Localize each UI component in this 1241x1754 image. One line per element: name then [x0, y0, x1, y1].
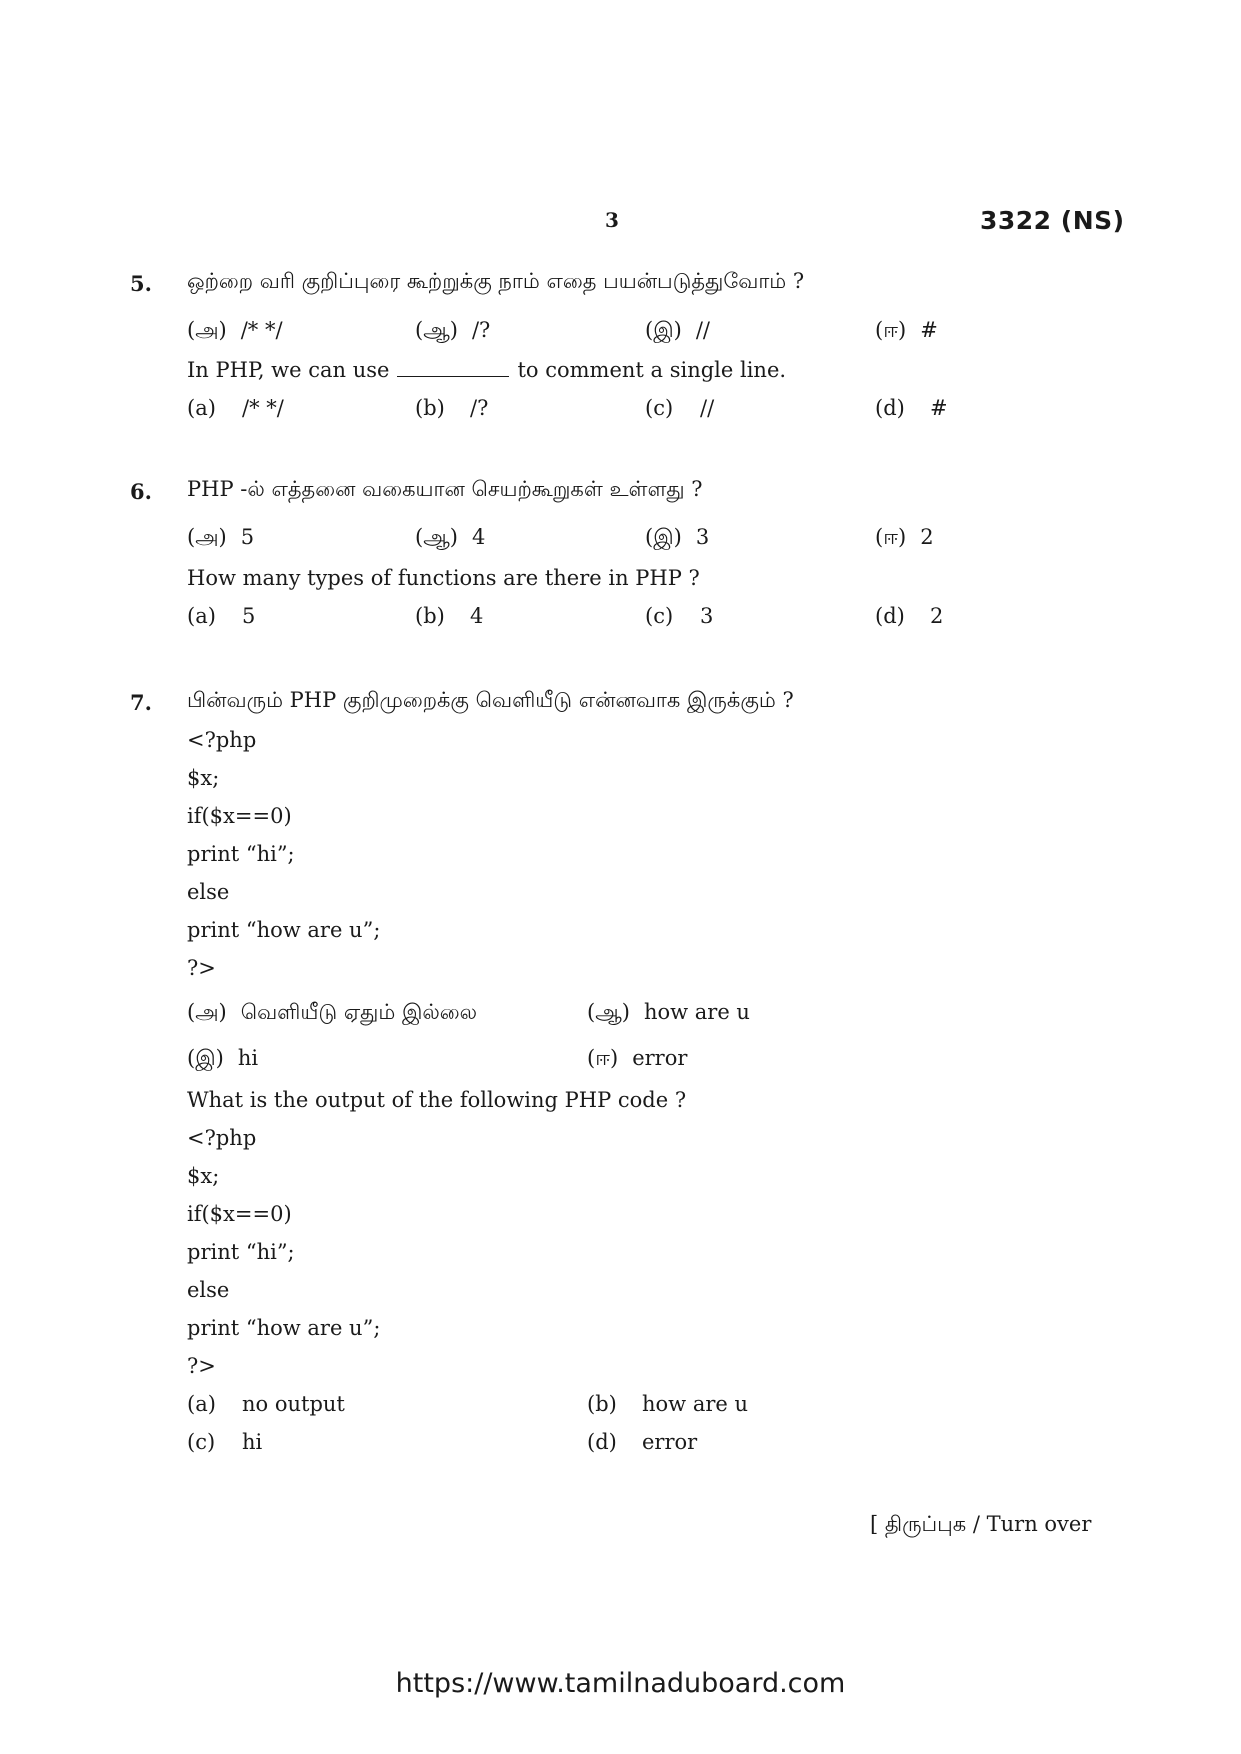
q7-tamil-option-1: (அ) வெளியீடு ஏதும் இல்லை — [187, 1000, 478, 1024]
code-line: $x; — [187, 1164, 220, 1188]
q6-english-option-c: (c) 3 — [645, 604, 714, 628]
q5-tamil-option-2: (ஆ) /? — [415, 318, 491, 342]
question-6-number: 6. — [130, 479, 152, 504]
q5-english-option-a: (a) /* */ — [187, 396, 284, 420]
code-line: <?php — [187, 728, 257, 752]
code-line: else — [187, 880, 230, 904]
code-line: $x; — [187, 766, 220, 790]
q5-tamil-option-1: (அ) /* */ — [187, 318, 283, 342]
q6-english-option-b: (b) 4 — [415, 604, 484, 628]
q6-tamil-option-1: (அ) 5 — [187, 525, 255, 549]
code-line: ?> — [187, 1354, 216, 1378]
q5-english-option-b: (b) /? — [415, 396, 489, 420]
q7-tamil-option-3: (இ) hi — [187, 1046, 259, 1070]
q6-english-option-d: (d) 2 — [875, 604, 944, 628]
code-line: ?> — [187, 956, 216, 980]
q5-tamil-option-4: (ஈ) # — [875, 318, 938, 342]
answer-blank — [397, 358, 509, 377]
q7-english-option-d: (d) error — [587, 1430, 698, 1454]
code-line: print “how are u”; — [187, 1316, 381, 1340]
footer-url[interactable]: https://www.tamilnaduboard.com — [395, 1668, 846, 1699]
q6-tamil-option-4: (ஈ) 2 — [875, 525, 934, 549]
question-6-english: How many types of functions are there in PHP ? — [187, 566, 700, 590]
code-line: print “how are u”; — [187, 918, 381, 942]
q6-english-option-a: (a) 5 — [187, 604, 256, 628]
code-line: if($x==0) — [187, 804, 292, 828]
q5-english-option-c: (c) // — [645, 396, 715, 420]
code-line: print “hi”; — [187, 1240, 295, 1264]
q7-tamil-option-2: (ஆ) how are u — [587, 1000, 750, 1024]
q5-english-option-d: (d) # — [875, 396, 948, 420]
question-6-tamil: PHP -ல் எத்தனை வகையான செயற்கூறுகள் உள்ளது ? — [187, 477, 703, 501]
page-number: 3 — [605, 208, 619, 232]
q7-english-option-b: (b) how are u — [587, 1392, 749, 1416]
question-7-tamil: பின்வரும் PHP குறிமுறைக்கு வெளியீடு என்னவாக இருக்கும் ? — [187, 688, 794, 712]
code-line: else — [187, 1278, 230, 1302]
question-7-english: What is the output of the following PHP code ? — [187, 1088, 687, 1112]
paper-code: 3322 (NS) — [980, 206, 1125, 235]
question-5-english: In PHP, we can use to comment a single line. — [187, 358, 787, 382]
code-line: print “hi”; — [187, 842, 295, 866]
question-5-number: 5. — [130, 271, 152, 296]
q5-tamil-option-3: (இ) // — [645, 318, 710, 342]
turn-over-note: [ திருப்புக / Turn over — [870, 1512, 1092, 1536]
question-7-number: 7. — [130, 690, 152, 715]
q7-english-option-a: (a) no output — [187, 1392, 345, 1416]
q7-tamil-option-4: (ஈ) error — [587, 1046, 688, 1070]
q6-tamil-option-2: (ஆ) 4 — [415, 525, 486, 549]
code-line: <?php — [187, 1126, 257, 1150]
q6-tamil-option-3: (இ) 3 — [645, 525, 710, 549]
question-5-tamil: ஒற்றை வரி குறிப்புரை கூற்றுக்கு நாம் எதை பயன்படுத்துவோம் ? — [187, 269, 805, 293]
code-line: if($x==0) — [187, 1202, 292, 1226]
q7-english-option-c: (c) hi — [187, 1430, 263, 1454]
